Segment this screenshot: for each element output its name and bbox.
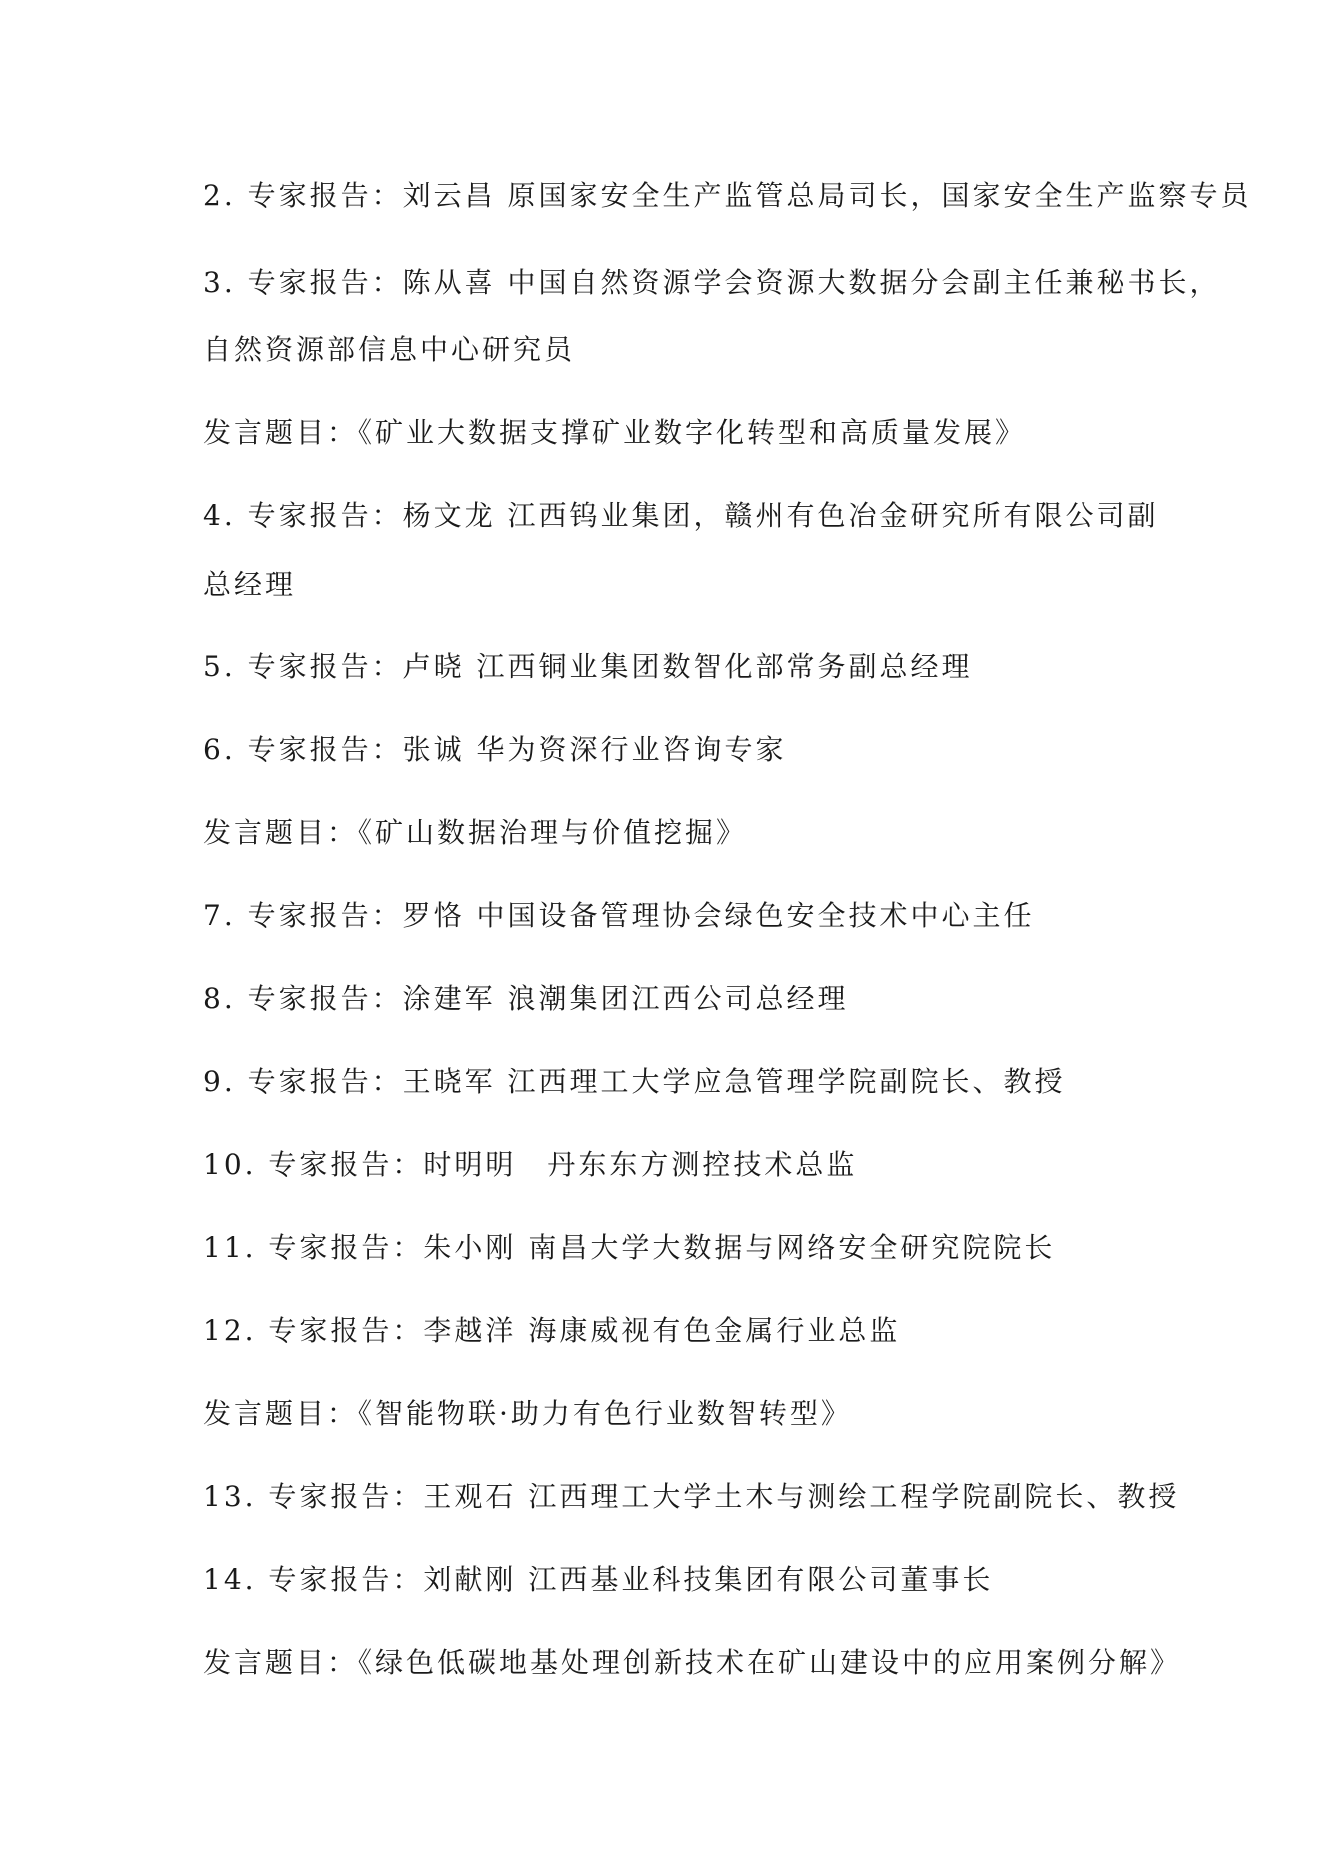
report-line-3: 3. 专家报告：陈从喜 中国自然资源学会资源大数据分会副主任兼秘书长，: [203, 266, 1221, 299]
topic-line-2: 发言题目：《矿山数据治理与价值挖掘》: [203, 816, 748, 849]
report-line-6: 6. 专家报告：张诚 华为资深行业咨询专家: [203, 733, 787, 766]
topic-line-3: 发言题目：《智能物联·助力有色行业数智转型》: [203, 1397, 852, 1430]
report-line-9: 9. 专家报告：王晓军 江西理工大学应急管理学院副院长、教授: [203, 1065, 1066, 1098]
report-line-4: 4. 专家报告：杨文龙 江西钨业集团，赣州有色冶金研究所有限公司副: [203, 499, 1159, 532]
report-line-10: 10. 专家报告：时明明 丹东东方测控技术总监: [203, 1148, 858, 1181]
report-line-2: 2. 专家报告：刘云昌 原国家安全生产监管总局司长，国家安全生产监察专员: [203, 179, 1252, 212]
report-line-4-cont: 总经理: [203, 568, 297, 601]
report-line-5: 5. 专家报告：卢晓 江西铜业集团数智化部常务副总经理: [203, 650, 973, 683]
report-line-8: 8. 专家报告：涂建军 浪潮集团江西公司总经理: [203, 982, 849, 1015]
report-line-14: 14. 专家报告：刘献刚 江西基业科技集团有限公司董事长: [203, 1563, 994, 1596]
report-line-3-cont: 自然资源部信息中心研究员: [203, 333, 576, 366]
report-line-7: 7. 专家报告：罗恪 中国设备管理协会绿色安全技术中心主任: [203, 899, 1035, 932]
topic-line-1: 发言题目：《矿业大数据支撑矿业数字化转型和高质量发展》: [203, 416, 1027, 449]
report-line-13: 13. 专家报告：王观石 江西理工大学土木与测绘工程学院副院长、教授: [203, 1480, 1180, 1513]
report-line-12: 12. 专家报告：李越洋 海康威视有色金属行业总监: [203, 1314, 901, 1347]
report-line-11: 11. 专家报告：朱小刚 南昌大学大数据与网络安全研究院院长: [203, 1231, 1056, 1264]
topic-line-4: 发言题目：《绿色低碳地基处理创新技术在矿山建设中的应用案例分解》: [203, 1646, 1182, 1679]
